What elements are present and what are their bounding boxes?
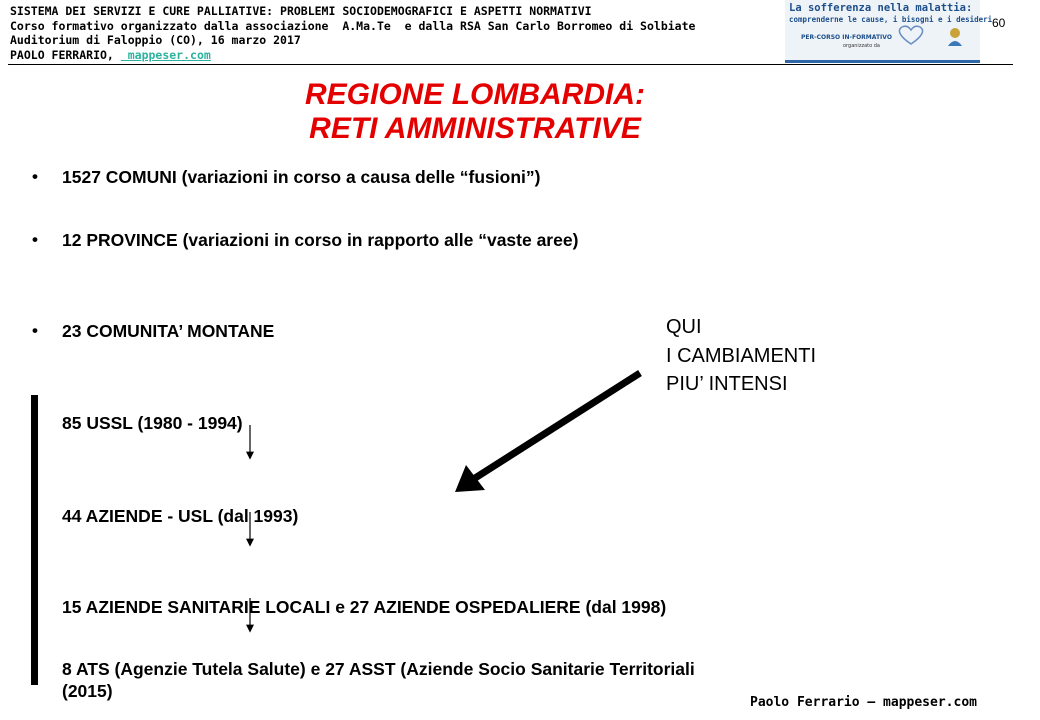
list-item-text: 44 AZIENDE - USL (dal 1993)	[62, 506, 299, 526]
title-line-2: RETI AMMINISTRATIVE	[309, 112, 641, 145]
list-item-text: 23 COMUNITA’ MONTANE	[62, 321, 275, 341]
header-author: PAOLO FERRARIO,	[10, 47, 114, 62]
list-item-text: 15 AZIENDE SANITARIE LOCALI e 27 AZIENDE OSPEDALIERE (dal 1998)	[62, 597, 667, 617]
banner-subtitle: comprenderne le cause, i bisogni e i desideri	[789, 15, 993, 24]
bullet: •	[32, 230, 38, 249]
banner-course: PER-CORSO IN-FORMATIVO	[801, 34, 892, 41]
banner-title: La sofferenza nella malattia:	[789, 2, 973, 14]
header-link[interactable]: mappeser.com	[120, 47, 211, 62]
footer-credit: Paolo Ferrario – mappeser.com	[750, 695, 977, 710]
note-line-1: QUI	[666, 316, 702, 338]
header-line-2: Corso formativo organizzato dalla associazione A.Ma.Te e dalla RSA San Carlo Borromeo di Solbiate	[10, 18, 696, 33]
big-arrow-icon	[472, 373, 640, 480]
list-item-text: 1527 COMUNI (variazioni in corso a causa delle “fusioni”)	[62, 167, 541, 187]
note-line-2: I CAMBIAMENTI	[666, 344, 817, 367]
title-line-1: REGIONE LOMBARDIA:	[305, 78, 645, 111]
list-item-text-continued: (2015)	[62, 681, 113, 701]
header-line-3: Auditorium di Faloppio (CO), 16 marzo 2017	[10, 33, 301, 47]
banner-organized: organizzato da	[843, 43, 880, 49]
bullet: •	[32, 321, 38, 340]
header-line-1: SISTEMA DEI SERVIZI E CURE PALLIATIVE: PROBLEMI SOCIODEMOGRAFICI E ASPETTI NORMATIVI	[10, 4, 592, 18]
bullet: •	[32, 167, 38, 186]
list-item-text: 12 PROVINCE (variazioni in corso in rapporto alle “vaste aree)	[62, 230, 579, 250]
list-item-text: 8 ATS (Agenzie Tutela Salute) e 27 ASST (Aziende Socio Sanitarie Territoriali	[62, 659, 695, 679]
note-line-3: PIU’ INTENSI	[666, 373, 788, 395]
list-item-text: 85 USSL (1980 - 1994)	[62, 413, 243, 433]
page-number: 60	[992, 16, 1006, 30]
